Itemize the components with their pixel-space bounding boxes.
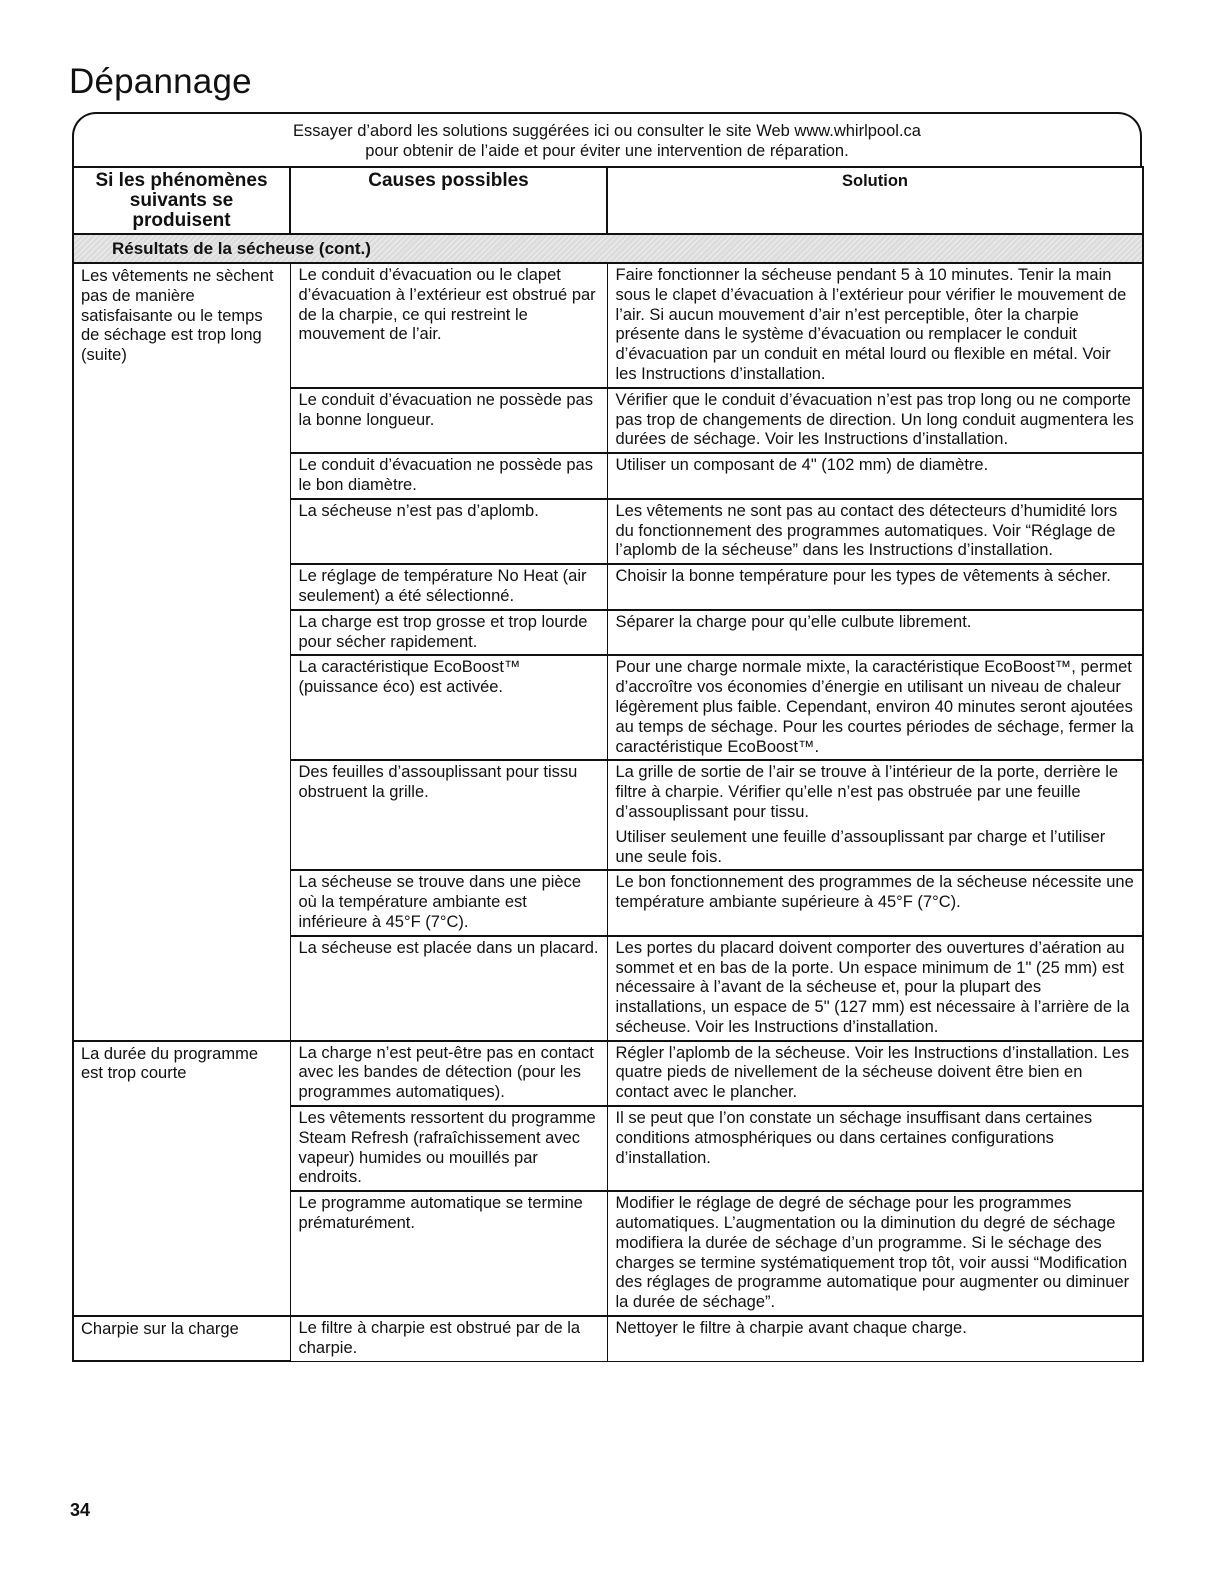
solution-paragraph: Utiliser un composant de 4" (102 mm) de diamètre. (615, 456, 989, 475)
symptom-cell: Les vêtements ne sèchent pas de manière satisfaisante ou le temps de séchage est trop long (suite) (73, 263, 290, 1041)
cause-cell: Le conduit d’évacuation ne possède pas le bon diamètre. (290, 453, 607, 499)
solution-cell (607, 1316, 1143, 1361)
intro-line-2: pour obtenir de l’aide et pour éviter une intervention de réparation. (365, 142, 849, 160)
solution-cell (607, 936, 1143, 1041)
solution-cell (607, 564, 1143, 610)
page-number: 34 (70, 1500, 91, 1520)
cause-cell: Le programme automatique se termine prématurément. (290, 1191, 607, 1316)
cause-cell: La sécheuse n’est pas d’aplomb. (290, 499, 607, 564)
solution-cell (607, 760, 1143, 870)
cause-cell: La charge est trop grosse et trop lourde pour sécher rapidement. (290, 610, 607, 656)
table-header-row (73, 167, 1143, 234)
solution-cell (607, 610, 1143, 656)
solution-paragraph: Il se peut que l’on constate un séchage insuffisant dans certaines conditions atmosphériques ou dans certaines configurations d’installation. (615, 1109, 1093, 1167)
header-symptom: Si les phénomènes suivants se produisent (73, 167, 290, 234)
cause-cell: Le réglage de température No Heat (air seulement) a été sélectionné. (290, 564, 607, 610)
solution-paragraph: La grille de sortie de l’air se trouve à l’intérieur de la porte, derrière le filtre à charpie. Vérifier qu’elle n’est pas obstruée par une feuille d’assouplissant pour tissu. (615, 763, 1119, 821)
solution-paragraph: Choisir la bonne température pour les types de vêtements à sécher. (615, 567, 1111, 586)
section-title: Résultats de la sécheuse (cont.) (73, 234, 1143, 263)
header-solution: Solution (607, 167, 1143, 234)
solution-paragraph: Régler l’aplomb de la sécheuse. Voir les Instructions d’installation. Les quatre pieds de nivellement de la sécheuse doivent être bien en contact avec le plancher. (615, 1043, 1130, 1102)
intro-box (72, 112, 1142, 166)
table-row (73, 263, 1143, 388)
symptom-cell: La durée du programme est trop courte (73, 1041, 290, 1316)
cause-cell: Les vêtements ressortent du programme Steam Refresh (rafraîchissement avec vapeur) humides ou mouillés par endroits. (290, 1106, 607, 1191)
solution-cell (607, 655, 1143, 760)
solution-cell (607, 870, 1143, 935)
intro-line-1: Essayer d’abord les solutions suggérées ici ou consulter le site Web www.whirlpool.ca (293, 122, 921, 140)
cause-cell: Le conduit d’évacuation ou le clapet d’évacuation à l’extérieur est obstrué par de la charpie, ce qui restreint le mouvement de l’air. (290, 263, 607, 388)
solution-cell (607, 499, 1143, 564)
solution-paragraph: Utiliser seulement une feuille d’assouplissant par charge et l’utiliser une seule fois. (615, 827, 1106, 866)
solution-paragraph: Nettoyer le filtre à charpie avant chaque charge. (615, 1319, 967, 1338)
symptom-cell: Charpie sur la charge (73, 1316, 290, 1361)
cause-cell: La caractéristique EcoBoost™ (puissance éco) est activée. (290, 655, 607, 760)
solution-paragraph: Séparer la charge pour qu’elle culbute librement. (615, 612, 972, 631)
cause-cell: La sécheuse se trouve dans une pièce où la température ambiante est inférieure à 45°F (7°C). (290, 870, 607, 935)
solution-paragraph: Les portes du placard doivent comporter des ouvertures d’aération au sommet et en bas de la porte. Un espace minimum de 1" (25 mm) est nécessaire à l’avant de la sécheuse et, pour la plupart des installations, un espace de 5" (127 mm) est nécessaire à l’arrière de la sécheuse. Voir les Instructions d’installation. (615, 938, 1130, 1036)
solution-cell (607, 388, 1143, 453)
cause-cell: Des feuilles d’assouplissant pour tissu obstruent la grille. (290, 760, 607, 870)
solution-paragraph: Modifier le réglage de degré de séchage pour les programmes automatiques. L’augmentation ou la diminution du degré de séchage modifiera la durée de séchage d’un programme. Si le séchage des charges se termine systématiquement trop tôt, voir aussi “Modification des réglages de programme automatique pour augmenter ou diminuer la durée de séchage”. (615, 1194, 1130, 1312)
table-row (73, 1041, 1143, 1106)
solution-cell (607, 1106, 1143, 1191)
table-row (73, 1316, 1143, 1361)
section-row (73, 234, 1143, 263)
solution-paragraph: Les vêtements ne sont pas au contact des détecteurs d’humidité lors du fonctionnement des programmes automatiques. Voir “Réglage de l’aplomb de la sécheuse” dans les Instructions d’installation. (615, 501, 1118, 560)
solution-cell (607, 263, 1143, 388)
solution-paragraph: Vérifier que le conduit d’évacuation n’est pas trop long ou ne comporte pas trop de changements de direction. Un long conduit augmentera les durées de séchage. Voir les Instructions d’installation. (615, 390, 1134, 449)
cause-cell: La charge n’est peut-être pas en contact avec les bandes de détection (pour les programmes automatiques). (290, 1041, 607, 1106)
cause-cell: Le filtre à charpie est obstrué par de la charpie. (290, 1316, 607, 1361)
solution-paragraph: Le bon fonctionnement des programmes de la sécheuse nécessite une température ambiante supérieure à 45°F (7°C). (615, 873, 1134, 912)
solution-cell (607, 1041, 1143, 1106)
solution-paragraph: Pour une charge normale mixte, la caractéristique EcoBoost™, permet d’accroître vos économies d’énergie en utilisant un niveau de chaleur légèrement plus faible. Cependant, environ 40 minutes seront ajoutées au temps de séchage. Pour les courtes périodes de séchage, fermer la caractéristique EcoBoost™. (615, 658, 1134, 756)
cause-cell: Le conduit d’évacuation ne possède pas la bonne longueur. (290, 388, 607, 453)
troubleshooting-table (72, 166, 1144, 1362)
solution-cell (607, 453, 1143, 499)
cause-cell: La sécheuse est placée dans un placard. (290, 936, 607, 1041)
solution-cell (607, 1191, 1143, 1316)
header-cause: Causes possibles (290, 167, 607, 234)
page-title: Dépannage (69, 62, 252, 101)
intro-text (74, 121, 1140, 161)
solution-paragraph: Faire fonctionner la sécheuse pendant 5 à 10 minutes. Tenir la main sous le clapet d’évacuation à l’extérieur pour vérifier le mouvement de l’air. Si aucun mouvement d’air n’est perceptible, ôter la charpie présente dans le système d’évacuation ou remplacer le conduit d’évacuation par un conduit en métal lourd ou flexible en métal. Voir les Instructions d’installation. (615, 266, 1127, 383)
